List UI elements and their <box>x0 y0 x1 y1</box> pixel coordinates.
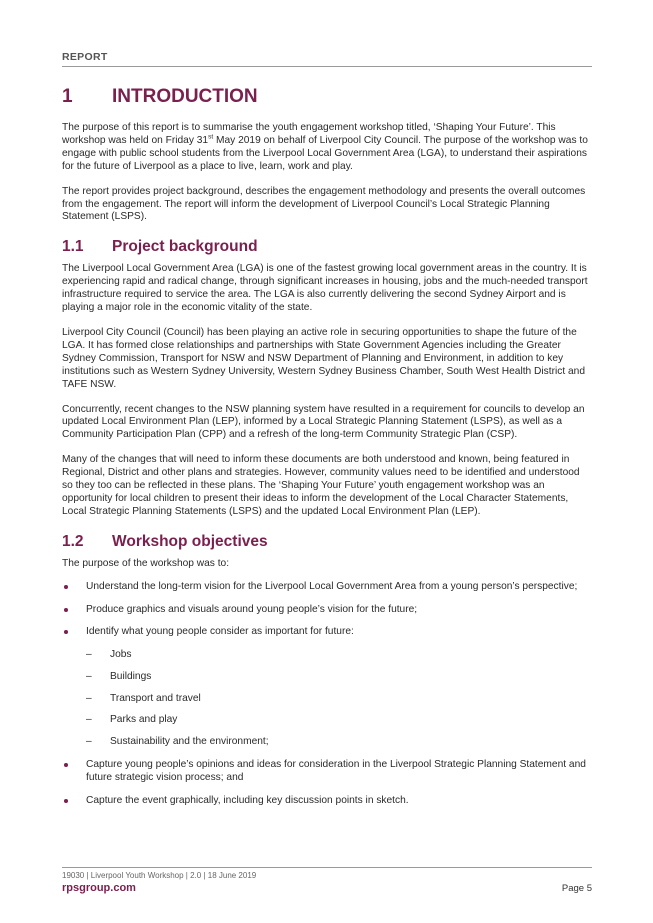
list-item: Understand the long-term vision for the Liverpool Local Government Area from a young person’s perspective; <box>62 581 592 594</box>
subsection-title: Workshop objectives <box>112 532 268 550</box>
sub-list-item: – Sustainability and the environment; <box>86 736 269 748</box>
section-heading <box>62 86 592 108</box>
dash-icon: – <box>86 649 92 661</box>
section-number: 1 <box>62 86 73 107</box>
intro-paragraph-1: The purpose of this report is to summarise the youth engagement workshop titled, ‘Shaping Your Future’. This workshop was held on Friday 31st May 2019 on behalf of Liverpool City Council. The purpose of the workshop was to engage with public school students from the Liverpool Local Government Area (LGA), to understand their aspirations for the future of Liverpool as a place to live, learn, work and play. <box>62 122 588 172</box>
background-paragraph: The Liverpool Local Government Area (LGA) is one of the fastest growing local government areas in the country. It is experiencing rapid and radical change, through significant increases in housing, jobs and the much-needed transport infrastructure required to service the area. The LGA is also currently delivering the second Sydney Airport and is playing a major role in the economic vitality of the state. <box>62 263 588 314</box>
list-item: Capture the event graphically, including key discussion points in sketch. <box>62 795 592 808</box>
footer-divider <box>62 867 592 868</box>
objectives-intro: The purpose of the workshop was to: <box>62 557 230 569</box>
list-item: Produce graphics and visuals around young people’s vision for the future; <box>62 604 592 617</box>
dash-icon: – <box>86 692 92 704</box>
sub-list-item: – Buildings <box>86 671 152 683</box>
bullet-icon <box>64 585 68 589</box>
page-number: Page 5 <box>561 883 592 894</box>
subsection-heading-background <box>62 238 592 256</box>
document-body <box>62 86 592 818</box>
sub-list-item: – Transport and travel <box>86 692 201 704</box>
running-header: REPORT <box>62 51 592 67</box>
subsection-number: 1.2 <box>62 532 84 550</box>
footer-document-info: 19030 | Liverpool Youth Workshop | 2.0 | 18 June 2019 <box>62 871 257 880</box>
bullet-icon <box>64 608 68 612</box>
dash-icon: – <box>86 736 92 748</box>
background-paragraph: Concurrently, recent changes to the NSW planning system have resulted in a requirement for councils to develop an updated Local Environment Plan (LEP), informed by a Local Strategic Planning Statement (LSPS), as well as a Community Participation Plan (CPP) and a refresh of the long-term Community Strategic Plan (CSP). <box>62 403 585 441</box>
bullet-icon <box>64 763 68 767</box>
objectives-list <box>62 581 592 808</box>
bullet-icon <box>64 630 68 634</box>
sub-list <box>86 649 592 749</box>
list-item: Capture young people’s opinions and ideas for consideration in the Liverpool Strategic Planning Statement and future strategic vision process; and <box>62 759 592 785</box>
subsection-heading-objectives <box>62 533 592 551</box>
background-paragraph: Many of the changes that will need to inform these documents are both understood and known, being featured in Regional, District and other plans and strategies. However, community values need to be identified and understood so they too can be reflected in these plans. The ‘Shaping Your Future’ youth engagement workshop was an opportunity for local children to present their ideas to inform the development of the Local Character Statements, Local Strategic Planning Statements (LSPS) and the updated Local Environment Plan (LEP). <box>62 454 580 517</box>
subsection-number: 1.1 <box>62 238 84 256</box>
footer-website-link[interactable]: rpsgroup.com <box>62 882 136 894</box>
section-title: INTRODUCTION <box>112 86 258 107</box>
subsection-title: Project background <box>112 238 258 256</box>
bullet-icon <box>64 799 68 803</box>
sub-list-item: – Jobs <box>86 649 132 661</box>
intro-paragraph-2: The report provides project background, describes the engagement methodology and presents the overall outcomes from the engagement. The report will inform the development of Liverpool Council’s Local Strategic Planning Statement (LSPS). <box>62 185 586 223</box>
background-paragraph: Liverpool City Council (Council) has been playing an active role in securing opportunities to shape the future of the LGA. It has formed close relationships and partnerships with State Government Agencies including the Greater Sydney Commission, Transport for NSW and NSW Department of Planning and Environment, in addition to key institutions such as Western Sydney University, Western Sydney Business Chamber, South West Health District and TAFE NSW. <box>62 326 585 390</box>
dash-icon: – <box>86 671 92 683</box>
sub-list-item: – Parks and play <box>86 714 178 726</box>
list-item: Identify what young people consider as important for future: – Jobs – Buildings – Transport and travel – Parks and play – Sustainability and the environment; <box>62 626 592 749</box>
dash-icon: – <box>86 714 92 726</box>
